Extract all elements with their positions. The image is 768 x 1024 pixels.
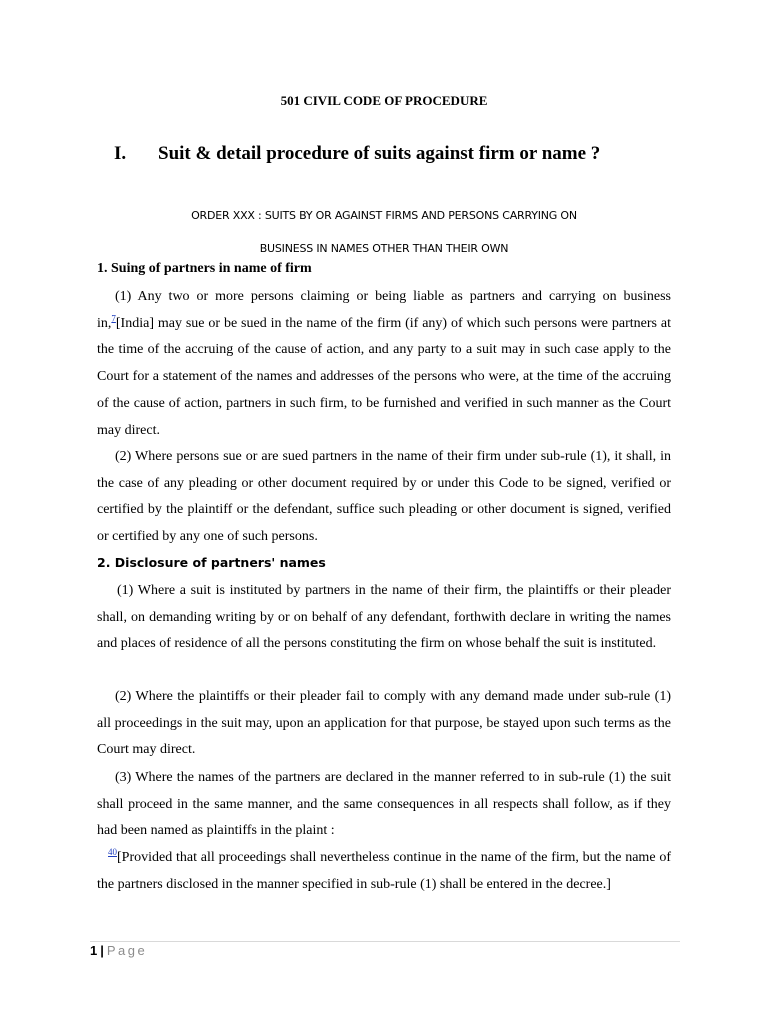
footnote-reference-7[interactable]: 7 (111, 313, 116, 324)
rule-1-heading: 1. Suing of partners in name of firm (97, 261, 312, 276)
rule-1-paragraph-1-start: (1) Any two or more persons claiming or being liable as partners and carrying on business in, (97, 289, 671, 331)
rule-2-paragraph-2-text: (2) Where the plaintiffs or their pleader fail to comply with any demand made under sub-rule (1) all proceedings in the suit may, upon an application for that purpose, be stayed upon such terms as the Court may direct. (97, 689, 671, 758)
rule-1-paragraph-2 (97, 444, 671, 551)
rule-1-paragraph-1 (97, 284, 671, 444)
section-title (114, 143, 600, 165)
order-heading-line-1: ORDER XXX : SUITS BY OR AGAINST FIRMS AND PERSONS CARRYING ON (191, 209, 577, 222)
rule-2-proviso-text: [Provided that all proceedings shall nevertheless continue in the name of the firm, but the name of the partners disclosed in the manner specified in sub-rule (1) shall be entered in the decree.] (97, 850, 671, 892)
footer-separator: | (100, 943, 104, 958)
footer-divider (90, 941, 680, 942)
rule-1-paragraph-2-text: (2) Where persons sue or are sued partners in the name of their firm under sub-rule (1), it shall, in the case of any pleading or other document required by or under this Code to be signed, verified or certified by the plaintiff or the defendant, suffice such pleading or other document is signed, verified or certified by any one of such persons. (97, 449, 671, 545)
section-number: I. (114, 143, 127, 164)
section-title-text: Suit & detail procedure of suits against firm or name ? (158, 143, 601, 164)
document-top-heading: 501 CIVIL CODE OF PROCEDURE (280, 93, 488, 108)
page-number: 1 (90, 943, 98, 958)
rule-2-paragraph-1-text: (1) Where a suit is instituted by partners in the name of their firm, the plaintiffs or their pleader shall, on demanding writing by or on behalf of any defendant, forthwith declare in writing the names and places of residence of all the persons constituting the firm on whose behalf the suit is instituted. (97, 583, 671, 652)
rule-2-proviso: 40[Provided that all proceedings shall nevertheless continue in the name of the firm, but the name of the partners disclosed in the manner specified in sub-rule (1) shall be entered in the decree.] (97, 847, 671, 892)
order-heading-line-2: BUSINESS IN NAMES OTHER THAN THEIR OWN (259, 242, 509, 255)
rule-2-paragraph-2 (97, 684, 671, 764)
rule-2-heading: 2. Disclosure of partners' names (97, 555, 326, 570)
rule-1-paragraph-1-rest: [India] may sue or be sued in the name of the firm (if any) of which such persons were partners at the time of the accruing of the cause of action, and any party to a suit may in such case apply to the Court for a statement of the names and addresses of the persons who were, at the time of the accruing of the cause of action, partners in such firm, to be furnished and verified in such manner as the Court may direct. (97, 315, 671, 438)
rule-2-paragraph-1 (97, 578, 671, 658)
rule-2-paragraph-3-text: (3) Where the names of the partners are declared in the manner referred to in sub-rule (1) the suit shall proceed in the same manner, and the same consequences in all respects shall follow, as if they had been named as plaintiffs in the plaint : (97, 770, 671, 839)
page-footer (90, 943, 147, 958)
rule-2-paragraph-3 (97, 765, 671, 845)
page-label: Page (106, 943, 148, 958)
